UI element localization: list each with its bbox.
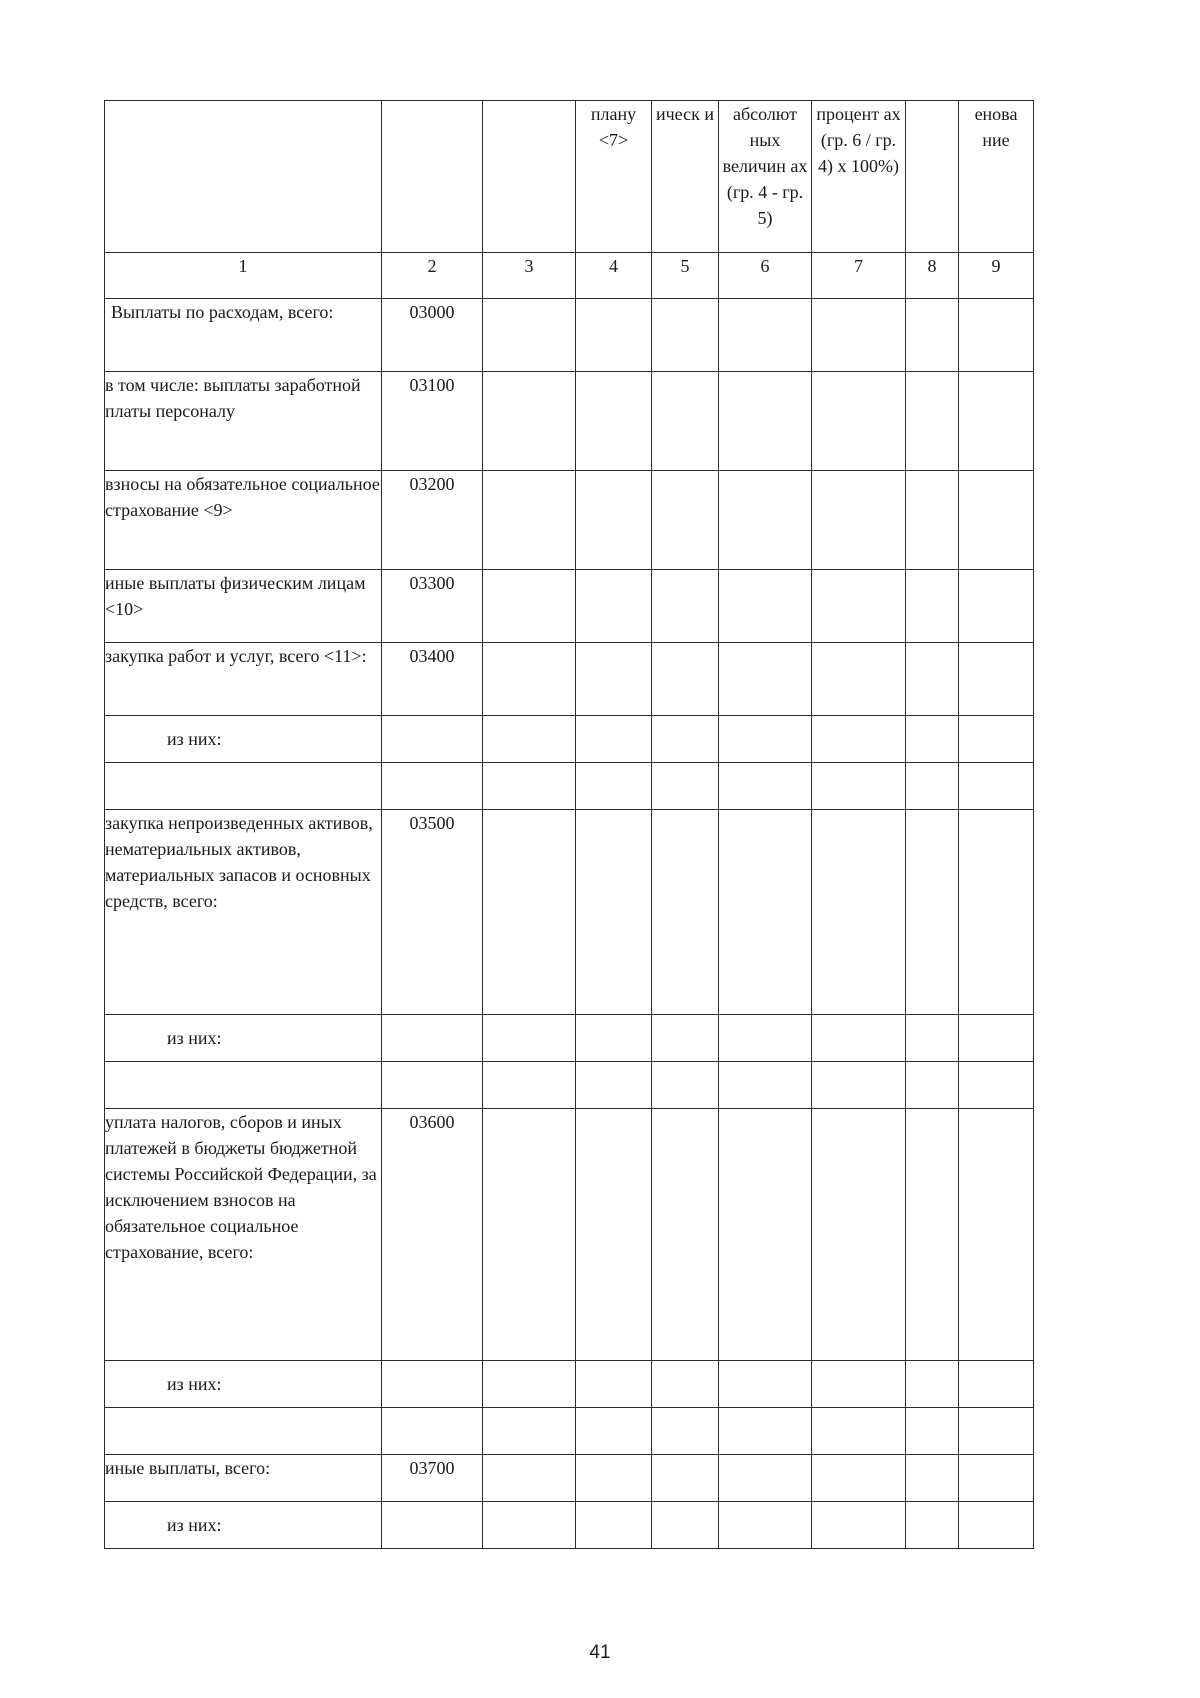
table-row xyxy=(105,471,1034,570)
cell-col3 xyxy=(483,810,576,1015)
cell-col5 xyxy=(652,299,719,372)
row-code: 03700 xyxy=(382,1455,483,1502)
cell-col9 xyxy=(959,299,1034,372)
cell-col4 xyxy=(576,1015,652,1062)
cell-col3 xyxy=(483,716,576,763)
table-row xyxy=(105,1062,1034,1109)
cell-col7 xyxy=(812,1455,906,1502)
row-code: 03100 xyxy=(382,372,483,471)
cell-col5 xyxy=(652,1109,719,1361)
cell-col4 xyxy=(576,1109,652,1361)
row-code: 03200 xyxy=(382,471,483,570)
cell-col8 xyxy=(906,716,959,763)
row-code xyxy=(382,1502,483,1549)
header-cell-7: процент ах (гр. 6 / гр. 4) x 100%) xyxy=(812,101,906,253)
row-name: закупка работ и услуг, всего <11>: xyxy=(105,643,382,716)
cell-col3 xyxy=(483,1455,576,1502)
cell-col8 xyxy=(906,810,959,1015)
cell-col7 xyxy=(812,1015,906,1062)
row-name: из них: xyxy=(105,1015,382,1062)
table-row xyxy=(105,763,1034,810)
cell-col3 xyxy=(483,763,576,810)
cell-col9 xyxy=(959,1015,1034,1062)
cell-col9 xyxy=(959,1455,1034,1502)
column-number: 1 xyxy=(105,253,382,299)
row-code: 03600 xyxy=(382,1109,483,1361)
column-number-row xyxy=(105,253,1034,299)
cell-col5 xyxy=(652,570,719,643)
cell-col8 xyxy=(906,1408,959,1455)
cell-col3 xyxy=(483,1015,576,1062)
column-number: 8 xyxy=(906,253,959,299)
cell-col8 xyxy=(906,471,959,570)
cell-col3 xyxy=(483,1062,576,1109)
cell-col6 xyxy=(719,716,812,763)
cell-col6 xyxy=(719,643,812,716)
table-row xyxy=(105,299,1034,372)
cell-col3 xyxy=(483,570,576,643)
header-cell-6: абсолют ных величин ах (гр. 4 - гр. 5) xyxy=(719,101,812,253)
cell-col4 xyxy=(576,1361,652,1408)
cell-col9 xyxy=(959,570,1034,643)
cell-col9 xyxy=(959,1109,1034,1361)
row-code: 03300 xyxy=(382,570,483,643)
cell-col6 xyxy=(719,1455,812,1502)
row-name: иные выплаты, всего: xyxy=(105,1455,382,1502)
cell-col9 xyxy=(959,1408,1034,1455)
table-row xyxy=(105,1455,1034,1502)
row-name xyxy=(105,1062,382,1109)
cell-col6 xyxy=(719,1502,812,1549)
cell-col7 xyxy=(812,471,906,570)
row-name: Выплаты по расходам, всего: xyxy=(105,299,382,372)
cell-col5 xyxy=(652,1502,719,1549)
cell-col9 xyxy=(959,716,1034,763)
cell-col3 xyxy=(483,1408,576,1455)
row-code xyxy=(382,763,483,810)
cell-col9 xyxy=(959,372,1034,471)
column-number: 4 xyxy=(576,253,652,299)
expenses-table xyxy=(104,100,1034,1549)
cell-col5 xyxy=(652,643,719,716)
cell-col6 xyxy=(719,570,812,643)
row-name: из них: xyxy=(105,1502,382,1549)
cell-col8 xyxy=(906,1502,959,1549)
row-name: взносы на обязательное социальное страхование <9> xyxy=(105,471,382,570)
row-name xyxy=(105,1408,382,1455)
cell-col7 xyxy=(812,763,906,810)
cell-col5 xyxy=(652,1062,719,1109)
column-number: 2 xyxy=(382,253,483,299)
cell-col4 xyxy=(576,1408,652,1455)
table-row xyxy=(105,570,1034,643)
table-row xyxy=(105,1015,1034,1062)
cell-col9 xyxy=(959,810,1034,1015)
cell-col7 xyxy=(812,643,906,716)
row-name: из них: xyxy=(105,716,382,763)
cell-col6 xyxy=(719,372,812,471)
table-row xyxy=(105,810,1034,1015)
cell-col5 xyxy=(652,1361,719,1408)
row-code: 03500 xyxy=(382,810,483,1015)
cell-col3 xyxy=(483,1361,576,1408)
table-row xyxy=(105,1502,1034,1549)
header-cell-3 xyxy=(483,101,576,253)
cell-col6 xyxy=(719,763,812,810)
cell-col9 xyxy=(959,1062,1034,1109)
cell-col3 xyxy=(483,471,576,570)
cell-col8 xyxy=(906,763,959,810)
table-row xyxy=(105,1408,1034,1455)
column-number: 5 xyxy=(652,253,719,299)
table-row xyxy=(105,643,1034,716)
cell-col3 xyxy=(483,643,576,716)
header-row xyxy=(105,101,1034,253)
row-code: 03000 xyxy=(382,299,483,372)
cell-col7 xyxy=(812,1361,906,1408)
header-cell-9: енова ние xyxy=(959,101,1034,253)
header-cell-2 xyxy=(382,101,483,253)
cell-col7 xyxy=(812,810,906,1015)
row-name: из них: xyxy=(105,1361,382,1408)
header-cell-8 xyxy=(906,101,959,253)
header-cell-5: ическ и xyxy=(652,101,719,253)
cell-col7 xyxy=(812,1109,906,1361)
table-row xyxy=(105,372,1034,471)
row-code: 03400 xyxy=(382,643,483,716)
cell-col9 xyxy=(959,1361,1034,1408)
cell-col7 xyxy=(812,1502,906,1549)
cell-col5 xyxy=(652,810,719,1015)
cell-col9 xyxy=(959,763,1034,810)
table-row xyxy=(105,1109,1034,1361)
cell-col7 xyxy=(812,570,906,643)
page-number: 41 xyxy=(589,1642,611,1663)
cell-col6 xyxy=(719,1361,812,1408)
row-name xyxy=(105,763,382,810)
cell-col3 xyxy=(483,1502,576,1549)
cell-col6 xyxy=(719,1015,812,1062)
cell-col9 xyxy=(959,1502,1034,1549)
cell-col6 xyxy=(719,810,812,1015)
cell-col4 xyxy=(576,471,652,570)
row-code xyxy=(382,716,483,763)
cell-col8 xyxy=(906,1455,959,1502)
cell-col7 xyxy=(812,299,906,372)
row-name: в том числе: выплаты заработной платы персоналу xyxy=(105,372,382,471)
cell-col6 xyxy=(719,471,812,570)
cell-col8 xyxy=(906,372,959,471)
cell-col5 xyxy=(652,372,719,471)
column-number: 9 xyxy=(959,253,1034,299)
column-number: 3 xyxy=(483,253,576,299)
row-name: закупка непроизведенных активов, нематериальных активов, материальных запасов и основных средств, всего: xyxy=(105,810,382,1015)
cell-col8 xyxy=(906,643,959,716)
cell-col5 xyxy=(652,763,719,810)
report-sheet xyxy=(104,100,1033,1549)
cell-col8 xyxy=(906,1062,959,1109)
cell-col5 xyxy=(652,716,719,763)
table-row xyxy=(105,1361,1034,1408)
cell-col9 xyxy=(959,643,1034,716)
cell-col6 xyxy=(719,299,812,372)
cell-col3 xyxy=(483,299,576,372)
cell-col4 xyxy=(576,570,652,643)
header-cell-1 xyxy=(105,101,382,253)
cell-col4 xyxy=(576,1502,652,1549)
header-cell-4: плану <7> xyxy=(576,101,652,253)
row-code xyxy=(382,1408,483,1455)
row-name: уплата налогов, сборов и иных платежей в бюджеты бюджетной системы Российской Федерации, за исключением взносов на обязательное социальное страхование, всего: xyxy=(105,1109,382,1361)
cell-col6 xyxy=(719,1408,812,1455)
cell-col7 xyxy=(812,372,906,471)
cell-col4 xyxy=(576,1455,652,1502)
column-number: 7 xyxy=(812,253,906,299)
cell-col5 xyxy=(652,1408,719,1455)
cell-col8 xyxy=(906,299,959,372)
table-row xyxy=(105,716,1034,763)
cell-col8 xyxy=(906,1015,959,1062)
cell-col3 xyxy=(483,372,576,471)
column-number: 6 xyxy=(719,253,812,299)
cell-col4 xyxy=(576,810,652,1015)
cell-col4 xyxy=(576,299,652,372)
cell-col4 xyxy=(576,372,652,471)
cell-col7 xyxy=(812,1408,906,1455)
cell-col8 xyxy=(906,1109,959,1361)
cell-col9 xyxy=(959,471,1034,570)
cell-col8 xyxy=(906,1361,959,1408)
cell-col5 xyxy=(652,1455,719,1502)
cell-col3 xyxy=(483,1109,576,1361)
cell-col6 xyxy=(719,1062,812,1109)
cell-col6 xyxy=(719,1109,812,1361)
row-code xyxy=(382,1015,483,1062)
cell-col8 xyxy=(906,570,959,643)
cell-col5 xyxy=(652,471,719,570)
cell-col4 xyxy=(576,643,652,716)
cell-col7 xyxy=(812,1062,906,1109)
cell-col4 xyxy=(576,1062,652,1109)
cell-col7 xyxy=(812,716,906,763)
row-code xyxy=(382,1062,483,1109)
cell-col5 xyxy=(652,1015,719,1062)
cell-col4 xyxy=(576,716,652,763)
row-code xyxy=(382,1361,483,1408)
cell-col4 xyxy=(576,763,652,810)
row-name: иные выплаты физическим лицам <10> xyxy=(105,570,382,643)
